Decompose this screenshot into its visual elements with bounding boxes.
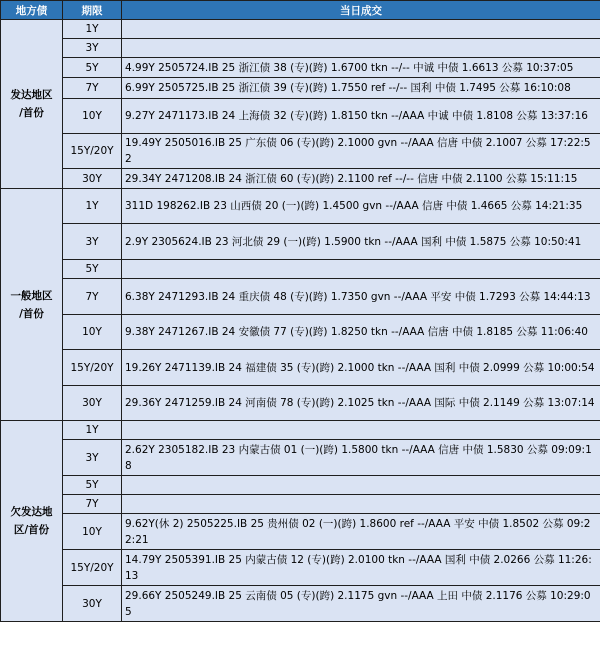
header-trade: 当日成交 <box>122 1 601 20</box>
trade-cell <box>122 421 601 440</box>
table-row <box>1 189 601 224</box>
trade-cell: 9.62Y(休 2) 2505225.IB 25 贵州债 02 (一)(跨) 1.8600 ref --/AAA 平安 中债 1.8502 公募 09:22:21 <box>122 514 601 550</box>
table-row <box>1 495 601 514</box>
tenor-cell: 15Y/20Y <box>63 134 122 169</box>
tenor-cell: 3Y <box>63 39 122 58</box>
trade-cell: 2.9Y 2305624.IB 23 河北债 29 (一)(跨) 1.5900 tkn --/AAA 国利 中债 1.5875 公募 10:50:41 <box>122 224 601 260</box>
trade-cell: 4.99Y 2505724.IB 25 浙江债 38 (专)(跨) 1.6700 tkn --/-- 中诚 中债 1.6613 公募 10:37:05 <box>122 58 601 78</box>
table-row <box>1 224 601 260</box>
table-row <box>1 514 601 550</box>
tenor-cell: 30Y <box>63 386 122 421</box>
table-row <box>1 279 601 315</box>
region-cell <box>1 20 63 189</box>
table-row <box>1 386 601 421</box>
trade-cell <box>122 39 601 58</box>
tenor-cell: 7Y <box>63 78 122 99</box>
tenor-cell: 1Y <box>63 189 122 224</box>
header-tenor: 期限 <box>63 1 122 20</box>
trade-cell: 29.36Y 2471259.IB 24 河南债 78 (专)(跨) 2.1025 tkn --/AAA 国际 中债 2.1149 公募 13:07:14 <box>122 386 601 421</box>
tenor-cell: 5Y <box>63 58 122 78</box>
tenor-cell: 15Y/20Y <box>63 350 122 386</box>
tenor-cell: 30Y <box>63 169 122 189</box>
tenor-cell: 7Y <box>63 495 122 514</box>
table-row <box>1 58 601 78</box>
region-label-line: 欠发达地 <box>10 506 53 518</box>
tenor-cell: 7Y <box>63 279 122 315</box>
tenor-cell: 15Y/20Y <box>63 550 122 586</box>
table-row <box>1 78 601 99</box>
tenor-cell: 5Y <box>63 260 122 279</box>
tenor-cell: 3Y <box>63 440 122 476</box>
region-cell <box>1 189 63 421</box>
region-label-line: 区/首份 <box>13 524 50 536</box>
trade-cell: 29.34Y 2471208.IB 24 浙江债 60 (专)(跨) 2.1100 ref --/-- 信唐 中债 2.1100 公募 15:11:15 <box>122 169 601 189</box>
region-label-line: /首份 <box>19 107 44 119</box>
region-label-line: /首份 <box>19 307 44 320</box>
header-row <box>1 1 601 20</box>
trade-cell: 6.38Y 2471293.IB 24 重庆债 48 (专)(跨) 1.7350 gvn --/AAA 平安 中债 1.7293 公募 14:44:13 <box>122 279 601 315</box>
tenor-cell: 10Y <box>63 315 122 350</box>
trade-cell <box>122 20 601 39</box>
trade-cell: 29.66Y 2505249.IB 25 云南债 05 (专)(跨) 2.1175 gvn --/AAA 上田 中债 2.1176 公募 10:29:05 <box>122 586 601 622</box>
trade-cell: 9.38Y 2471267.IB 24 安徽债 77 (专)(跨) 1.8250 tkn --/AAA 信唐 中债 1.8185 公募 11:06:40 <box>122 315 601 350</box>
trade-cell: 2.62Y 2305182.IB 23 内蒙古债 01 (一)(跨) 1.5800 tkn --/AAA 信唐 中债 1.5830 公募 09:09:18 <box>122 440 601 476</box>
tenor-cell: 30Y <box>63 586 122 622</box>
table-row <box>1 586 601 622</box>
trade-cell: 14.79Y 2505391.IB 25 内蒙古债 12 (专)(跨) 2.0100 tkn --/AAA 国利 中债 2.0266 公募 11:26:13 <box>122 550 601 586</box>
trade-cell <box>122 476 601 495</box>
header-region: 地方债 <box>1 1 63 20</box>
region-cell <box>1 421 63 622</box>
table-row <box>1 39 601 58</box>
trade-cell: 19.49Y 2505016.IB 25 广东债 06 (专)(跨) 2.1000 gvn --/AAA 信唐 中债 2.1007 公募 17:22:52 <box>122 134 601 169</box>
table-row <box>1 20 601 39</box>
trade-cell: 311D 198262.IB 23 山西债 20 (一)(跨) 1.4500 gvn --/AAA 信唐 中债 1.4665 公募 14:21:35 <box>122 189 601 224</box>
table-row <box>1 169 601 189</box>
tenor-cell: 5Y <box>63 476 122 495</box>
trade-cell <box>122 260 601 279</box>
table-row <box>1 260 601 279</box>
page-edge <box>600 0 604 662</box>
table-row <box>1 350 601 386</box>
region-label-line: 发达地区 <box>10 89 53 101</box>
tenor-cell: 10Y <box>63 99 122 134</box>
table-body <box>1 20 601 622</box>
tenor-cell: 1Y <box>63 20 122 39</box>
table-row <box>1 421 601 440</box>
table-row <box>1 476 601 495</box>
table-row <box>1 440 601 476</box>
table-row <box>1 99 601 134</box>
tenor-cell: 3Y <box>63 224 122 260</box>
trade-cell: 19.26Y 2471139.IB 24 福建债 35 (专)(跨) 2.1000 tkn --/AAA 国利 中债 2.0999 公募 10:00:54 <box>122 350 601 386</box>
region-label-line: 一般地区 <box>10 289 53 302</box>
tenor-cell: 1Y <box>63 421 122 440</box>
table-row <box>1 550 601 586</box>
trade-cell <box>122 495 601 514</box>
trade-cell: 9.27Y 2471173.IB 24 上海债 32 (专)(跨) 1.8150 tkn --/AAA 中诚 中债 1.8108 公募 13:37:16 <box>122 99 601 134</box>
table-row <box>1 315 601 350</box>
tenor-cell: 10Y <box>63 514 122 550</box>
trade-cell: 6.99Y 2505725.IB 25 浙江债 39 (专)(跨) 1.7550 ref --/-- 国利 中债 1.7495 公募 16:10:08 <box>122 78 601 99</box>
table-row <box>1 134 601 169</box>
